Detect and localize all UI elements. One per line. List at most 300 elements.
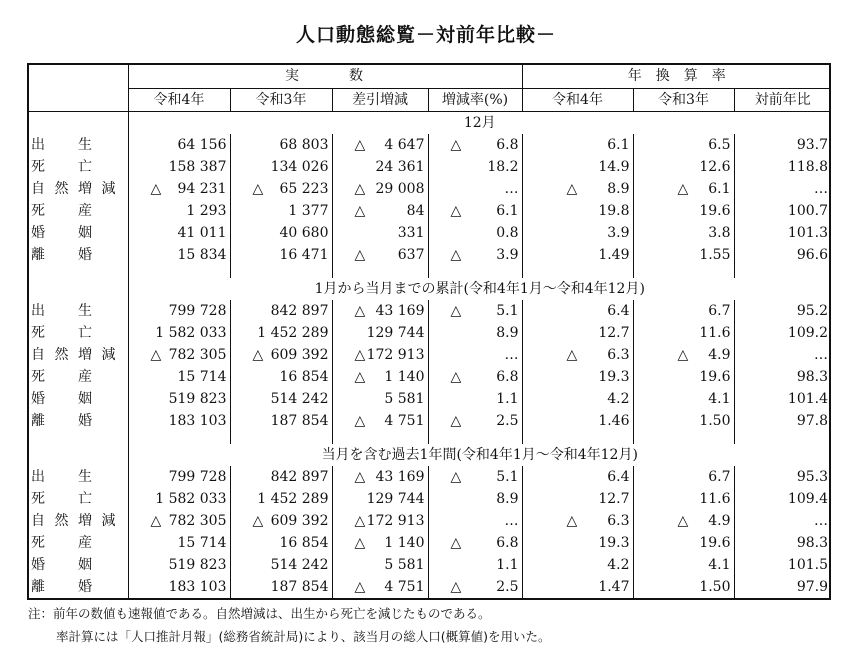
table-cell bbox=[128, 178, 230, 200]
cell-value: 519 823 bbox=[168, 391, 227, 407]
table-cell bbox=[633, 156, 734, 178]
row-label-char: 死 bbox=[31, 159, 45, 175]
cell-value: 98.3 bbox=[796, 369, 829, 385]
table-cell bbox=[428, 200, 522, 222]
cell-value: … bbox=[504, 181, 519, 197]
negative-mark: △ bbox=[252, 347, 264, 363]
table-cell bbox=[332, 222, 428, 244]
row-label-char: 増 bbox=[78, 513, 92, 529]
table-row bbox=[29, 388, 831, 410]
header-actual: 実 数 bbox=[128, 65, 522, 89]
table-cell bbox=[428, 322, 522, 344]
table-cell bbox=[332, 344, 428, 366]
row-label bbox=[29, 388, 128, 410]
row-label bbox=[29, 576, 128, 598]
table-cell bbox=[633, 300, 734, 322]
section-header-row bbox=[29, 112, 831, 135]
col-header: 差引増減 bbox=[332, 89, 428, 112]
row-label-char: 産 bbox=[78, 369, 92, 385]
cell-value: 799 728 bbox=[168, 469, 227, 485]
row-label-char: 姻 bbox=[78, 557, 92, 573]
cell-value: 8.9 bbox=[607, 181, 630, 197]
negative-mark: △ bbox=[450, 535, 462, 551]
row-label-char: 離 bbox=[31, 247, 45, 263]
table-cell bbox=[633, 410, 734, 432]
cell-value: 40 680 bbox=[279, 225, 329, 241]
row-label-char: 減 bbox=[101, 181, 116, 197]
cell-value: 96.6 bbox=[796, 247, 829, 263]
row-label-char: 出 bbox=[31, 137, 45, 153]
table-cell bbox=[128, 466, 230, 488]
row-label-char: 然 bbox=[54, 513, 69, 529]
row-label-char: 死 bbox=[31, 535, 45, 551]
cell-value: 1.50 bbox=[699, 579, 731, 595]
negative-mark: △ bbox=[566, 181, 578, 197]
table-cell bbox=[332, 244, 428, 266]
cell-value: 95.3 bbox=[796, 469, 829, 485]
section-header-row bbox=[29, 278, 831, 300]
row-label bbox=[29, 244, 128, 266]
cell-value: 8.9 bbox=[496, 491, 519, 507]
table-row bbox=[29, 322, 831, 344]
cell-value: 519 823 bbox=[168, 557, 227, 573]
negative-mark: △ bbox=[354, 579, 366, 595]
cell-value: 4 647 bbox=[384, 137, 425, 153]
table-cell bbox=[428, 344, 522, 366]
negative-mark: △ bbox=[354, 535, 366, 551]
table-cell bbox=[734, 222, 831, 244]
cell-value: 68 803 bbox=[279, 137, 329, 153]
table-cell bbox=[428, 410, 522, 432]
table-cell bbox=[522, 178, 633, 200]
table-cell bbox=[734, 322, 831, 344]
cell-value: 84 bbox=[406, 203, 425, 219]
table-cell bbox=[522, 466, 633, 488]
table-cell bbox=[230, 300, 332, 322]
table-cell bbox=[522, 200, 633, 222]
table-cell bbox=[428, 244, 522, 266]
cell-value: 19.3 bbox=[598, 369, 630, 385]
row-label bbox=[29, 322, 128, 344]
table-cell bbox=[522, 134, 633, 156]
table-cell bbox=[332, 488, 428, 510]
cell-value: 97.9 bbox=[796, 579, 829, 595]
cell-value: 1 140 bbox=[384, 369, 425, 385]
section-gap bbox=[29, 432, 831, 444]
col-header: 対前年比 bbox=[734, 89, 831, 112]
cell-value: 514 242 bbox=[270, 391, 329, 407]
table-cell bbox=[128, 200, 230, 222]
table-cell bbox=[522, 322, 633, 344]
negative-mark: △ bbox=[450, 203, 462, 219]
table-cell bbox=[734, 156, 831, 178]
table-cell bbox=[522, 244, 633, 266]
statistics-table bbox=[27, 63, 831, 600]
table-cell bbox=[428, 466, 522, 488]
cell-value: 109.2 bbox=[787, 325, 829, 341]
row-label bbox=[29, 200, 128, 222]
cell-value: 12.7 bbox=[598, 325, 630, 341]
table-cell bbox=[230, 366, 332, 388]
cell-value: 3.9 bbox=[496, 247, 519, 263]
negative-mark: △ bbox=[566, 347, 578, 363]
cell-value: 95.2 bbox=[796, 303, 829, 319]
table-row bbox=[29, 200, 831, 222]
table-row bbox=[29, 344, 831, 366]
table-cell bbox=[428, 488, 522, 510]
row-label-char: 自 bbox=[31, 181, 45, 197]
table-cell bbox=[230, 554, 332, 576]
table-cell bbox=[522, 410, 633, 432]
cell-value: 5 581 bbox=[384, 391, 425, 407]
row-label-char: 出 bbox=[31, 469, 45, 485]
row-label-char: 自 bbox=[31, 347, 45, 363]
negative-mark: △ bbox=[150, 181, 162, 197]
cell-value: 6.1 bbox=[708, 181, 731, 197]
row-label-char: 亡 bbox=[78, 491, 92, 507]
table-cell bbox=[230, 222, 332, 244]
table-cell bbox=[734, 134, 831, 156]
cell-value: 41 011 bbox=[177, 225, 227, 241]
cell-value: 134 026 bbox=[270, 159, 329, 175]
row-label bbox=[29, 300, 128, 322]
cell-value: 118.8 bbox=[787, 159, 829, 175]
row-label bbox=[29, 156, 128, 178]
row-label-char: 減 bbox=[101, 347, 116, 363]
row-label-char: 増 bbox=[78, 347, 92, 363]
row-label-char: 然 bbox=[54, 181, 69, 197]
cell-value: 1 377 bbox=[288, 203, 329, 219]
cell-value: 4.1 bbox=[708, 557, 731, 573]
negative-mark: △ bbox=[354, 347, 366, 363]
table-cell bbox=[128, 344, 230, 366]
cell-value: 100.7 bbox=[787, 203, 829, 219]
cell-value: 43 169 bbox=[375, 303, 425, 319]
table-row bbox=[29, 300, 831, 322]
table-cell bbox=[522, 366, 633, 388]
table-cell bbox=[332, 134, 428, 156]
cell-value: 609 392 bbox=[270, 513, 329, 529]
cell-value: … bbox=[504, 347, 519, 363]
section-label: 当月を含む過去1年間(令和4年1月～令和4年12月) bbox=[321, 447, 638, 463]
row-label-char: 増 bbox=[78, 181, 92, 197]
row-label bbox=[29, 366, 128, 388]
cell-value: 6.4 bbox=[607, 303, 630, 319]
table-row bbox=[29, 554, 831, 576]
table-cell bbox=[734, 510, 831, 532]
header-rate: 年 換 算 率 bbox=[522, 65, 831, 89]
negative-mark: △ bbox=[677, 181, 689, 197]
table-cell bbox=[230, 322, 332, 344]
table-cell bbox=[522, 488, 633, 510]
table-cell bbox=[332, 156, 428, 178]
table-row bbox=[29, 466, 831, 488]
table-cell bbox=[128, 322, 230, 344]
col-header: 令和3年 bbox=[633, 89, 734, 112]
negative-mark: △ bbox=[354, 469, 366, 485]
row-label-char: 出 bbox=[31, 303, 45, 319]
table-cell bbox=[128, 244, 230, 266]
cell-value: 5.1 bbox=[496, 303, 519, 319]
cell-value: 5.1 bbox=[496, 469, 519, 485]
cell-value: 15 834 bbox=[177, 247, 227, 263]
cell-value: … bbox=[504, 513, 519, 529]
negative-mark: △ bbox=[677, 513, 689, 529]
col-header: 令和4年 bbox=[522, 89, 633, 112]
row-label bbox=[29, 488, 128, 510]
table-cell bbox=[734, 554, 831, 576]
cell-value: 19.8 bbox=[598, 203, 630, 219]
cell-value: 1 293 bbox=[186, 203, 227, 219]
row-label-char: 自 bbox=[31, 513, 45, 529]
table-cell bbox=[734, 366, 831, 388]
row-label bbox=[29, 344, 128, 366]
cell-value: 6.8 bbox=[496, 369, 519, 385]
row-label-char: 離 bbox=[31, 579, 45, 595]
table-cell bbox=[522, 300, 633, 322]
row-label bbox=[29, 134, 128, 156]
cell-value: 18.2 bbox=[487, 159, 519, 175]
table-cell bbox=[522, 554, 633, 576]
negative-mark: △ bbox=[354, 413, 366, 429]
cell-value: 158 387 bbox=[168, 159, 227, 175]
row-label-char: 婚 bbox=[31, 391, 45, 407]
table-cell bbox=[428, 532, 522, 554]
table-cell bbox=[734, 244, 831, 266]
cell-value: 98.3 bbox=[796, 535, 829, 551]
table-cell bbox=[633, 222, 734, 244]
cell-value: … bbox=[814, 513, 829, 529]
cell-value: 5 581 bbox=[384, 557, 425, 573]
cell-value: 129 744 bbox=[366, 491, 425, 507]
cell-value: 94 231 bbox=[177, 181, 227, 197]
table-cell bbox=[633, 244, 734, 266]
row-label-char: 婚 bbox=[31, 557, 45, 573]
cell-value: 1 452 289 bbox=[257, 325, 329, 341]
table-cell bbox=[230, 576, 332, 598]
table-cell bbox=[522, 222, 633, 244]
table-cell bbox=[734, 388, 831, 410]
row-label-char: 産 bbox=[78, 203, 92, 219]
col-header: 増減率(%) bbox=[428, 89, 522, 112]
cell-value: 16 854 bbox=[279, 369, 329, 385]
table-cell bbox=[332, 410, 428, 432]
table-row bbox=[29, 576, 831, 598]
cell-value: 6.7 bbox=[708, 469, 731, 485]
cell-value: 24 361 bbox=[375, 159, 425, 175]
cell-value: 109.4 bbox=[787, 491, 829, 507]
table-cell bbox=[734, 178, 831, 200]
cell-value: 1.1 bbox=[496, 391, 519, 407]
negative-mark: △ bbox=[677, 347, 689, 363]
table-cell bbox=[428, 178, 522, 200]
row-label-char: 婚 bbox=[31, 225, 45, 241]
table-cell bbox=[633, 466, 734, 488]
table-cell bbox=[633, 510, 734, 532]
table-cell bbox=[332, 322, 428, 344]
table-cell bbox=[428, 134, 522, 156]
row-label bbox=[29, 532, 128, 554]
cell-value: 4.2 bbox=[607, 557, 630, 573]
negative-mark: △ bbox=[354, 247, 366, 263]
negative-mark: △ bbox=[252, 513, 264, 529]
cell-value: 1 452 289 bbox=[257, 491, 329, 507]
cell-value: 14.9 bbox=[598, 159, 630, 175]
cell-value: 3.9 bbox=[607, 225, 630, 241]
table-cell bbox=[230, 466, 332, 488]
table-cell bbox=[633, 576, 734, 598]
cell-value: 1 582 033 bbox=[155, 325, 227, 341]
row-label-char: 姻 bbox=[78, 225, 92, 241]
negative-mark: △ bbox=[354, 513, 366, 529]
cell-value: 1.49 bbox=[598, 247, 630, 263]
cell-value: 6.5 bbox=[708, 137, 731, 153]
cell-value: 782 305 bbox=[168, 347, 227, 363]
table-cell bbox=[230, 178, 332, 200]
negative-mark: △ bbox=[450, 413, 462, 429]
section-label: 12月 bbox=[463, 115, 496, 131]
col-header: 令和3年 bbox=[230, 89, 332, 112]
negative-mark: △ bbox=[354, 303, 366, 319]
cell-value: 16 471 bbox=[279, 247, 329, 263]
table-row bbox=[29, 244, 831, 266]
negative-mark: △ bbox=[354, 369, 366, 385]
cell-value: 101.5 bbox=[787, 557, 829, 573]
cell-value: 1.46 bbox=[598, 413, 630, 429]
table-cell bbox=[332, 576, 428, 598]
table-cell bbox=[332, 532, 428, 554]
table-cell bbox=[230, 134, 332, 156]
cell-value: 2.5 bbox=[496, 413, 519, 429]
cell-value: … bbox=[814, 181, 829, 197]
row-label-char: 婚 bbox=[78, 579, 92, 595]
table-cell bbox=[633, 344, 734, 366]
section-header-row bbox=[29, 444, 831, 466]
table-cell bbox=[230, 488, 332, 510]
table-cell bbox=[428, 554, 522, 576]
cell-value: 6.1 bbox=[496, 203, 519, 219]
row-label bbox=[29, 466, 128, 488]
row-label-char: 亡 bbox=[78, 325, 92, 341]
cell-value: 1 140 bbox=[384, 535, 425, 551]
table-cell bbox=[428, 222, 522, 244]
cell-value: 4 751 bbox=[384, 413, 425, 429]
cell-value: 64 156 bbox=[177, 137, 227, 153]
table-cell bbox=[522, 532, 633, 554]
negative-mark: △ bbox=[354, 137, 366, 153]
table-cell bbox=[332, 178, 428, 200]
table-cell bbox=[128, 576, 230, 598]
cell-value: 101.3 bbox=[787, 225, 829, 241]
section-label: 1月から当月までの累計(令和4年1月～令和4年12月) bbox=[314, 281, 645, 297]
section-gap bbox=[29, 266, 831, 278]
table-cell bbox=[128, 554, 230, 576]
cell-value: 1.47 bbox=[598, 579, 630, 595]
row-label bbox=[29, 410, 128, 432]
cell-value: 6.3 bbox=[607, 347, 630, 363]
footnote-1: 注：前年の数値も速報値である。自然増減は、出生から死亡を減じたものである。 bbox=[28, 606, 491, 621]
table-cell bbox=[128, 388, 230, 410]
negative-mark: △ bbox=[354, 181, 366, 197]
table-row bbox=[29, 366, 831, 388]
table-cell bbox=[428, 156, 522, 178]
table-cell bbox=[128, 510, 230, 532]
row-label-char: 離 bbox=[31, 413, 45, 429]
cell-value: 6.8 bbox=[496, 137, 519, 153]
table-cell bbox=[128, 532, 230, 554]
row-label bbox=[29, 554, 128, 576]
table-cell bbox=[428, 510, 522, 532]
negative-mark: △ bbox=[354, 203, 366, 219]
cell-value: 842 897 bbox=[270, 303, 329, 319]
cell-value: 16 854 bbox=[279, 535, 329, 551]
cell-value: 1 582 033 bbox=[155, 491, 227, 507]
row-label-char: 死 bbox=[31, 325, 45, 341]
table-cell bbox=[633, 388, 734, 410]
table-cell bbox=[633, 554, 734, 576]
cell-value: 6.3 bbox=[607, 513, 630, 529]
negative-mark: △ bbox=[450, 137, 462, 153]
cell-value: 331 bbox=[397, 225, 425, 241]
cell-value: … bbox=[814, 347, 829, 363]
cell-value: 8.9 bbox=[496, 325, 519, 341]
table-cell bbox=[428, 366, 522, 388]
table-cell bbox=[230, 510, 332, 532]
table-cell bbox=[332, 466, 428, 488]
cell-value: 514 242 bbox=[270, 557, 329, 573]
table-cell bbox=[230, 344, 332, 366]
table-cell bbox=[633, 134, 734, 156]
negative-mark: △ bbox=[450, 247, 462, 263]
cell-value: 97.8 bbox=[796, 413, 829, 429]
cell-value: 609 392 bbox=[270, 347, 329, 363]
row-label-char: 婚 bbox=[78, 413, 92, 429]
table-cell bbox=[633, 532, 734, 554]
cell-value: 4 751 bbox=[384, 579, 425, 595]
table-cell bbox=[734, 488, 831, 510]
row-label bbox=[29, 510, 128, 532]
cell-value: 1.1 bbox=[496, 557, 519, 573]
row-label bbox=[29, 222, 128, 244]
table-row bbox=[29, 532, 831, 554]
row-label-char: 死 bbox=[31, 491, 45, 507]
negative-mark: △ bbox=[450, 303, 462, 319]
table-cell bbox=[633, 488, 734, 510]
cell-value: 6.7 bbox=[708, 303, 731, 319]
row-label-char: 減 bbox=[101, 513, 116, 529]
cell-value: 12.6 bbox=[699, 159, 731, 175]
table-row bbox=[29, 178, 831, 200]
negative-mark: △ bbox=[450, 369, 462, 385]
row-label-char: 死 bbox=[31, 369, 45, 385]
negative-mark: △ bbox=[450, 579, 462, 595]
cell-value: 4.9 bbox=[708, 347, 731, 363]
cell-value: 15 714 bbox=[177, 535, 227, 551]
table-cell bbox=[128, 300, 230, 322]
page-title: 人口動態総覧－対前年比較－ bbox=[295, 24, 556, 46]
cell-value: 782 305 bbox=[168, 513, 227, 529]
cell-value: 43 169 bbox=[375, 469, 425, 485]
cell-value: 4.2 bbox=[607, 391, 630, 407]
table-cell bbox=[230, 410, 332, 432]
cell-value: 101.4 bbox=[787, 391, 829, 407]
table-row bbox=[29, 510, 831, 532]
cell-value: 4.9 bbox=[708, 513, 731, 529]
cell-value: 19.3 bbox=[598, 535, 630, 551]
row-label-char: 然 bbox=[54, 347, 69, 363]
table-cell bbox=[332, 300, 428, 322]
negative-mark: △ bbox=[150, 347, 162, 363]
